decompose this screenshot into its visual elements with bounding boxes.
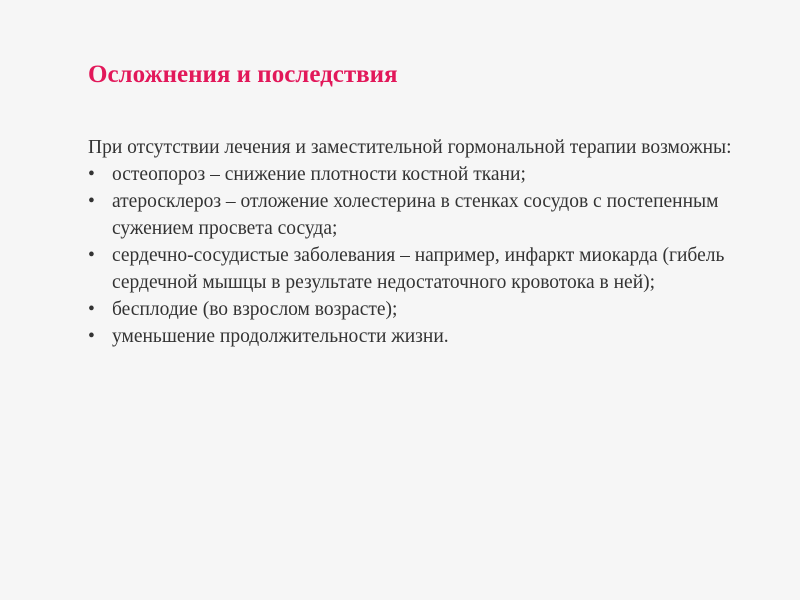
- slide-body: [88, 134, 768, 350]
- bullet-dot-icon: •: [88, 164, 95, 185]
- bullet-dot-icon: •: [88, 191, 95, 212]
- list-item-text: остеопороз – снижение плотности костной ткани;: [112, 164, 526, 185]
- intro-text: При отсутствии лечения и заместительной гормональной терапии возможны:: [88, 137, 732, 158]
- bullet-list: [88, 161, 768, 350]
- list-item: [88, 188, 768, 242]
- list-item-text: уменьшение продолжительности жизни.: [112, 326, 449, 347]
- list-item-text: атеросклероз – отложение холестерина в стенках сосудов с постепенным сужением просвета сосуда;: [112, 191, 719, 239]
- slide-title: Осложнения и последствия: [88, 61, 398, 88]
- list-item: [88, 296, 768, 323]
- bullet-dot-icon: •: [88, 326, 95, 347]
- list-item: [88, 242, 768, 296]
- list-item: [88, 161, 768, 188]
- list-item-text: бесплодие (во взрослом возрасте);: [112, 299, 398, 320]
- bullet-dot-icon: •: [88, 299, 95, 320]
- list-item: [88, 323, 768, 350]
- list-item-text: сердечно-сосудистые заболевания – например, инфаркт миокарда (гибель сердечной мышцы в результате недостаточного кровотока в ней);: [112, 245, 725, 293]
- bullet-dot-icon: •: [88, 245, 95, 266]
